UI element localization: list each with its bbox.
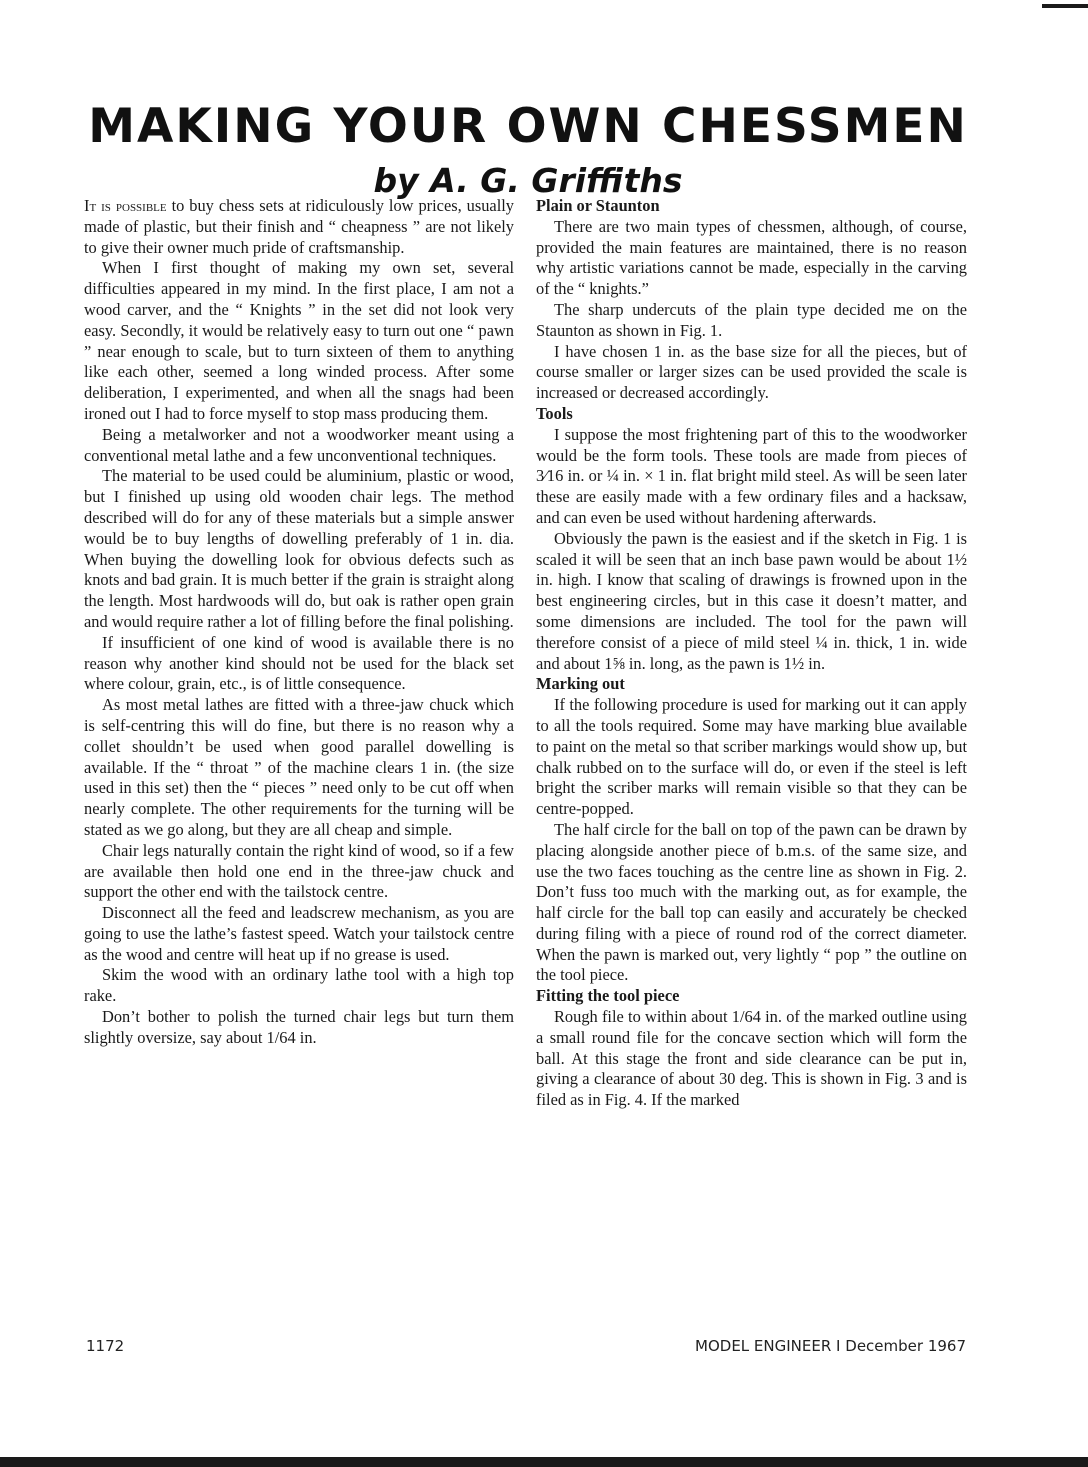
right-column xyxy=(536,196,967,1111)
left-paragraph-1: When I first thought of making my own set, several difficulties appeared in my mind. In the first place, I am not a wood carver, and the “ Knights ” in the set did not look very easy. Secondly, it would be relatively easy to turn out one “ pawn ” near enough to scale, but to turn sixteen of them to anything like each other, seemed a long winded process. After some deliberation, I experimented, and when all the snags had been ironed out I had to force myself to stop mass producing them. xyxy=(84,258,514,423)
heading-plain-staunton: Plain or Staunton xyxy=(536,196,660,215)
bottom-scan-bar xyxy=(0,1457,1088,1467)
page-number: 1172 xyxy=(86,1337,125,1355)
left-paragraph-7: Disconnect all the feed and leadscrew mechanism, as you are going to use the lathe’s fastest speed. Watch your tailstock centre as the wood and centre will heat up if no grease is used. xyxy=(84,903,514,964)
opening-paragraph xyxy=(84,196,514,258)
opening-smallcaps: It is possible xyxy=(84,196,167,215)
footer-separator: I xyxy=(836,1337,841,1355)
corner-scan-mark xyxy=(1042,4,1088,8)
tools-paragraph-1: I suppose the most frightening part of this to the woodworker would be the form tools. These tools are made from pieces of 3⁄16 in. or ¼ in. × 1 in. flat bright mild steel. As will be seen later these are easily made with a few ordinary files and a hacksaw, and can even be used without hardening afterwards. xyxy=(536,424,967,527)
staunton-paragraph-3: I have chosen 1 in. as the base size for all the pieces, but of course smaller or larger sizes can be used provided the scale is increased or decreased accordingly. xyxy=(536,341,967,403)
left-paragraph-4: If insufficient of one kind of wood is available there is no reason why another kind should not be used for the black set where colour, grain, etc., is of little consequence. xyxy=(84,632,514,694)
article-byline: by A. G. Griffiths xyxy=(373,161,683,201)
staunton-paragraph-2: The sharp undercuts of the plain type decided me on the Staunton as shown in Fig. 1. xyxy=(536,299,967,340)
left-paragraph-5: As most metal lathes are fitted with a three-jaw chuck which is self-centring this will do fine, but there is no reason why a collet shouldn’t be used when good parallel dowelling is available. If the “ throat ” of the machine clears 1 in. (the size used in this set) then the “ pieces ” need only to be cut off when nearly complete. The other requirements for the turning will be stated as we go along, but they are all cheap and simple. xyxy=(84,695,514,839)
heading-marking-out: Marking out xyxy=(536,674,625,694)
magazine-footer xyxy=(695,1336,966,1356)
left-paragraph-2: Being a metalworker and not a woodworker meant using a conventional metal lathe and a few unconventional techniques. xyxy=(84,424,514,465)
left-paragraph-9: Don’t bother to polish the turned chair legs but turn them slightly oversize, say about 1/64 in. xyxy=(84,1007,514,1047)
opening-text: to buy chess sets at ridiculously low prices, usually made of plastic, but their finish and “ cheapness ” are not likely to give their owner much pride of craftsmanship. xyxy=(84,196,514,257)
left-paragraph-6: Chair legs naturally contain the right kind of wood, so if a few are available then hold one end in the three-jaw chuck and support the other end with the tailstock centre. xyxy=(84,840,514,902)
magazine-name: MODEL ENGINEER xyxy=(695,1337,832,1355)
heading-tools: Tools xyxy=(536,403,573,423)
article-title: MAKING YOUR OWN CHESSMEN xyxy=(88,99,968,155)
staunton-paragraph-1: There are two main types of chessmen, although, of course, provided the main features are maintained, there is no reason why artistic variations cannot be made, especially in the carving of the “ knights.” xyxy=(536,216,967,299)
left-paragraph-8: Skim the wood with an ordinary lathe tool with a high top rake. xyxy=(84,965,514,1006)
marking-paragraph-1: If the following procedure is used for marking out it can apply to all the tools required. Some may have marking blue available to paint on the metal so that scriber markings would show up, but chalk rubbed on to the surface will do, or even if the steel is left bright the scriber marks will remain visible so that they can be centre-popped. xyxy=(536,695,967,819)
left-paragraph-3: The material to be used could be aluminium, plastic or wood, but I finished up using old wooden chair legs. The method described will do for any of these materials but a simple answer would be to buy lengths of dowelling preferably of 1 in. dia. When buying the dowelling look for obvious defects such as knots and bad grain. It is much better if the grain is straight along the length. Most hardwoods will do, but oak is rather open grain and would require rather a lot of filling before the final polishing. xyxy=(84,466,514,631)
fitting-paragraph-1: Rough file to within about 1/64 in. of the marked outline using a small round file for the concave section which will form the ball. At this stage the front and side clearance can be put in, giving a clearance of about 30 deg. This is shown in Fig. 3 and is filed as in Fig. 4. If the marked xyxy=(536,1007,967,1110)
heading-fitting-tool-piece: Fitting the tool piece xyxy=(536,986,680,1006)
left-column xyxy=(84,196,514,1049)
marking-paragraph-2: The half circle for the ball on top of the pawn can be drawn by placing alongside another piece of b.m.s. of the same size, and use the two faces touching as the centre line as shown in Fig. 2. Don’t fuss too much with the marking out, as for example, the half circle for the ball top can easily and accurately be checked during filing with a piece of round rod of the correct diameter. When the pawn is marked out, very lightly “ pop ” the outline on the tool piece. xyxy=(536,819,967,985)
tools-paragraph-2: Obviously the pawn is the easiest and if the sketch in Fig. 1 is scaled it will be seen that an inch base pawn would be about 1½ in. high. I know that scaling of drawings is frowned upon in the best engineering circles, but in this case it doesn’t matter, and some dimensions are included. The tool for the pawn will therefore consist of a piece of mild steel ¼ in. thick, 1 in. wide and about 1⅝ in. long, as the pawn is 1½ in. xyxy=(536,528,967,673)
issue-date: December 1967 xyxy=(845,1337,966,1355)
